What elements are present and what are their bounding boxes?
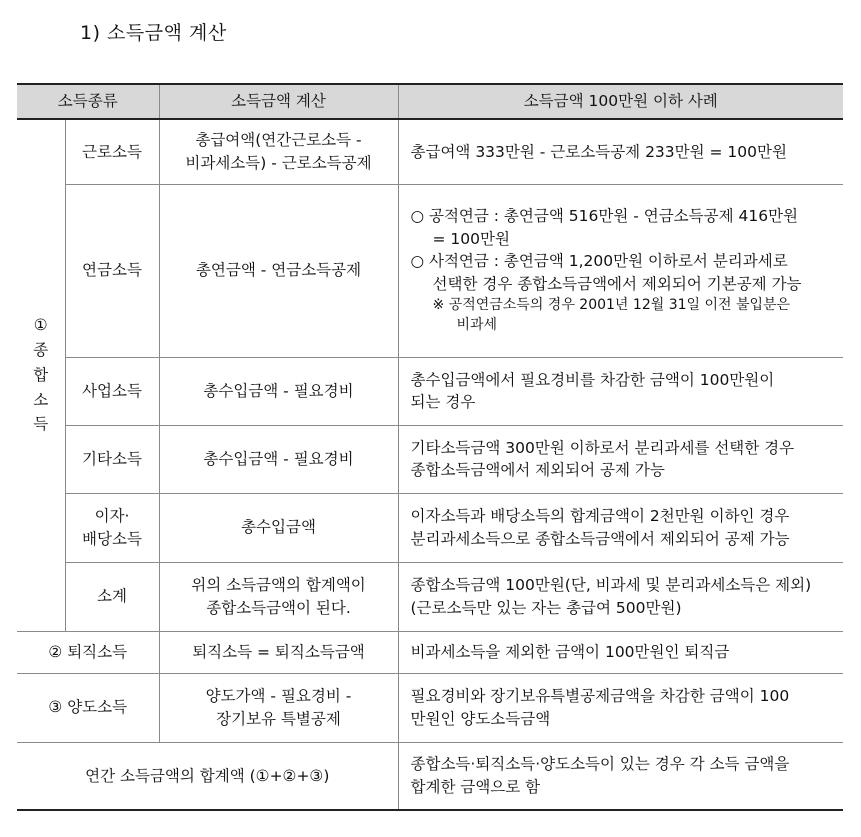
group-label-comprehensive (17, 119, 65, 631)
example-line: 종합소득금액에서 제외되어 공제 가능 (410, 461, 665, 479)
table-row (17, 493, 843, 562)
income-type-cell: 기타소득 (65, 425, 159, 493)
header-example: 소득금액 100만원 이하 사례 (398, 84, 843, 119)
calc-cell (159, 562, 398, 631)
example-cell (398, 425, 843, 493)
example-cell (398, 673, 843, 742)
income-type-cell: 근로소득 (65, 119, 159, 184)
income-type-cell: 사업소득 (65, 357, 159, 425)
example-line: (근로소득만 있는 자는 총급여 500만원) (410, 598, 682, 617)
calc-line: 총수입금액 (241, 518, 316, 537)
calc-cell (159, 631, 398, 673)
calc-line: 양도가액 - 필요경비 - (205, 687, 352, 706)
example-line: 공적연금 : 총연금액 516만원 - 연금소득공제 416만원 (428, 207, 799, 226)
calc-line: 총급여액(연간근로소득 - (195, 131, 362, 150)
group-label-line: ① (33, 316, 48, 335)
example-line: 필요경비와 장기보유특별공제금액을 차감한 금액이 100 (410, 687, 790, 706)
example-line: 사적연금 : 총연금액 1,200만원 이하로서 분리과세로 (428, 252, 788, 271)
note-line: 공적연금소득의 경우 2001년 12월 31일 이전 불입분은 (448, 297, 791, 314)
income-type-cell: ② 퇴직소득 (17, 631, 159, 673)
table-row (17, 631, 843, 673)
calc-cell (159, 357, 398, 425)
calc-line: 총수입금액 - 필요경비 (203, 449, 354, 468)
calc-cell (159, 493, 398, 562)
calc-line: 종합소득금액이 된다. (206, 598, 351, 617)
total-label-cell: 연간 소득금액의 합계액 (①+②+③) (17, 742, 398, 810)
example-line: 기타소득금액 300만원 이하로서 분리과세를 선택한 경우 (410, 438, 795, 457)
circle-bullet-icon: ○ (410, 252, 425, 271)
example-bullet (411, 250, 836, 272)
example-bullet (411, 205, 836, 227)
calc-line: 장기보유 특별공제 (216, 709, 341, 728)
table-row (17, 562, 843, 631)
reference-mark-icon: ※ (432, 297, 445, 314)
example-line: 비과세소득을 제외한 금액이 100만원인 퇴직금 (410, 642, 730, 661)
example-note (411, 295, 836, 315)
header-income-type: 소득종류 (17, 84, 159, 119)
example-line: 종합소득·퇴직소득·양도소득이 있는 경우 각 소득 금액을 (410, 755, 790, 774)
example-line: 합계한 금액으로 함 (410, 777, 541, 796)
example-line: 종합소득금액 100만원(단, 비과세 및 분리과세소득은 제외) (410, 576, 812, 595)
group-label-line: 종 (33, 341, 49, 360)
income-type-line: 이자· (94, 507, 130, 526)
calc-line: 비과세소득) - 근로소득공제 (185, 153, 372, 172)
calc-line: 총수입금액 - 필요경비 (203, 381, 354, 400)
calc-line: 퇴직소득 = 퇴직소득금액 (192, 642, 365, 661)
example-cell (398, 493, 843, 562)
table-row (17, 119, 843, 184)
calc-line: 총연금액 - 연금소득공제 (195, 261, 362, 280)
page-title: 1) 소득금액 계산 (80, 22, 227, 44)
example-cell (398, 562, 843, 631)
circle-bullet-icon: ○ (410, 207, 425, 226)
table-row (17, 673, 843, 742)
income-type-cell: 소계 (65, 562, 159, 631)
income-type-cell: ③ 양도소득 (17, 673, 159, 742)
example-cell (398, 742, 843, 810)
group-label-line: 합 (33, 365, 49, 384)
example-line: 만원인 양도소득금액 (410, 709, 551, 728)
income-type-cell: 연금소득 (65, 184, 159, 357)
example-line: = 100만원 (432, 229, 510, 248)
header-row (17, 84, 843, 119)
header-income-calc: 소득금액 계산 (159, 84, 398, 119)
table-row (17, 184, 843, 357)
example-cell (398, 631, 843, 673)
example-line: 선택한 경우 종합소득금액에서 제외되어 기본공제 가능 (432, 274, 802, 293)
example-line: 총급여액 333만원 - 근로소득공제 233만원 = 100만원 (410, 142, 787, 161)
example-cell (398, 184, 843, 357)
example-cell (398, 119, 843, 184)
example-line: 되는 경우 (410, 393, 476, 411)
income-calc-table (17, 83, 843, 811)
table-row (17, 357, 843, 425)
table-row (17, 425, 843, 493)
example-line: 총수입금액에서 필요경비를 차감한 금액이 100만원이 (410, 370, 775, 389)
income-type-line: 배당소득 (82, 529, 142, 548)
example-line: 분리과세소득으로 종합소득금액에서 제외되어 공제 가능 (410, 529, 790, 548)
income-type-cell (65, 493, 159, 562)
group-label-line: 득 (33, 415, 49, 434)
calc-cell (159, 184, 398, 357)
calc-line: 위의 소득금액의 합계액이 (191, 576, 366, 595)
group-label-line: 소 (33, 390, 49, 409)
note-line: 비과세 (456, 317, 498, 334)
example-cell (398, 357, 843, 425)
calc-cell (159, 119, 398, 184)
calc-cell (159, 673, 398, 742)
table-row (17, 742, 843, 810)
calc-cell (159, 425, 398, 493)
example-line: 이자소득과 배당소득의 합계금액이 2천만원 이하인 경우 (410, 507, 790, 526)
